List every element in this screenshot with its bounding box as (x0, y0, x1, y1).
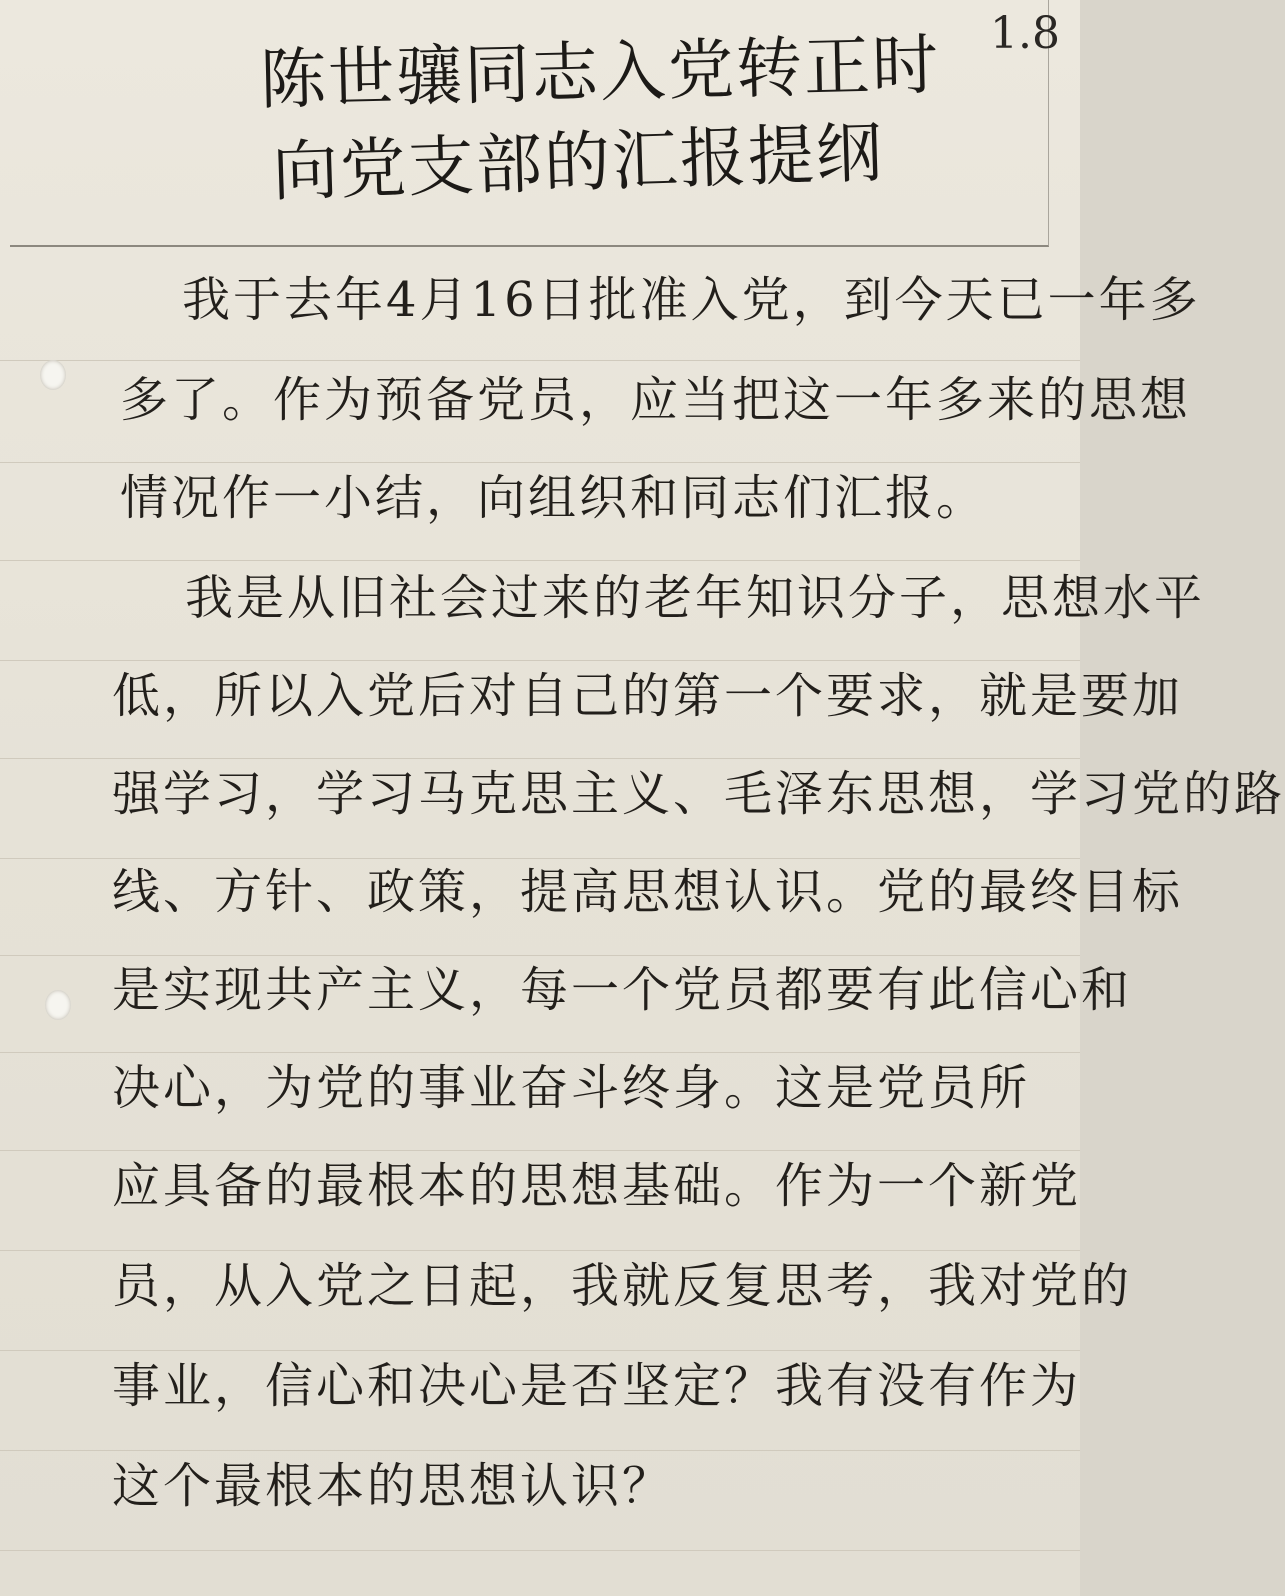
body-line: 员，从入党之日起，我就反复思考，我对党的 (112, 1258, 1133, 1314)
body-line: 应具备的最根本的思想基础。作为一个新党 (112, 1158, 1082, 1214)
ruled-line (0, 560, 1080, 561)
ruled-line (0, 1150, 1080, 1151)
ruled-line (0, 955, 1080, 956)
document-title-line-1: 陈世骧同志入党转正时 (259, 26, 941, 119)
body-line: 强学习，学习马克思主义、毛泽东思想，学习党的路 (112, 766, 1285, 822)
ruled-line (0, 1550, 1080, 1551)
body-line: 低，所以入党后对自己的第一个要求，就是要加 (112, 668, 1184, 724)
body-line: 这个最根本的思想认识？ (112, 1458, 674, 1514)
page-number: 1.8 (990, 8, 1060, 59)
body-line: 事业，信心和决心是否坚定？我有没有作为 (112, 1358, 1082, 1414)
body-line: 线、方针、政策，提高思想认识。党的最终目标 (112, 864, 1184, 920)
ruled-line (0, 1250, 1080, 1251)
document-title-line-2: 向党支部的汇报提纲 (270, 114, 886, 211)
ruled-line (0, 462, 1080, 463)
ruled-line (0, 1450, 1080, 1451)
ruled-line (0, 758, 1080, 759)
body-line: 决心，为党的事业奋斗终身。这是党员所 (112, 1060, 1031, 1116)
body-line: 情况作一小结，向组织和同志们汇报。 (120, 470, 988, 526)
body-line: 我是从旧社会过来的老年知识分子，思想水平 (185, 570, 1206, 626)
ruled-line (0, 360, 1080, 361)
punch-hole (40, 360, 66, 390)
ruled-line (0, 660, 1080, 661)
ruled-line (0, 858, 1080, 859)
body-line: 我于去年4月16日批准入党，到今天已一年多 (182, 272, 1201, 328)
body-line: 是实现共产主义，每一个党员都要有此信心和 (112, 962, 1133, 1018)
body-line: 多了。作为预备党员，应当把这一年多来的思想 (120, 372, 1192, 428)
title-box (10, 0, 1049, 247)
ruled-line (0, 1350, 1080, 1351)
punch-hole (45, 990, 71, 1020)
ruled-line (0, 1052, 1080, 1053)
